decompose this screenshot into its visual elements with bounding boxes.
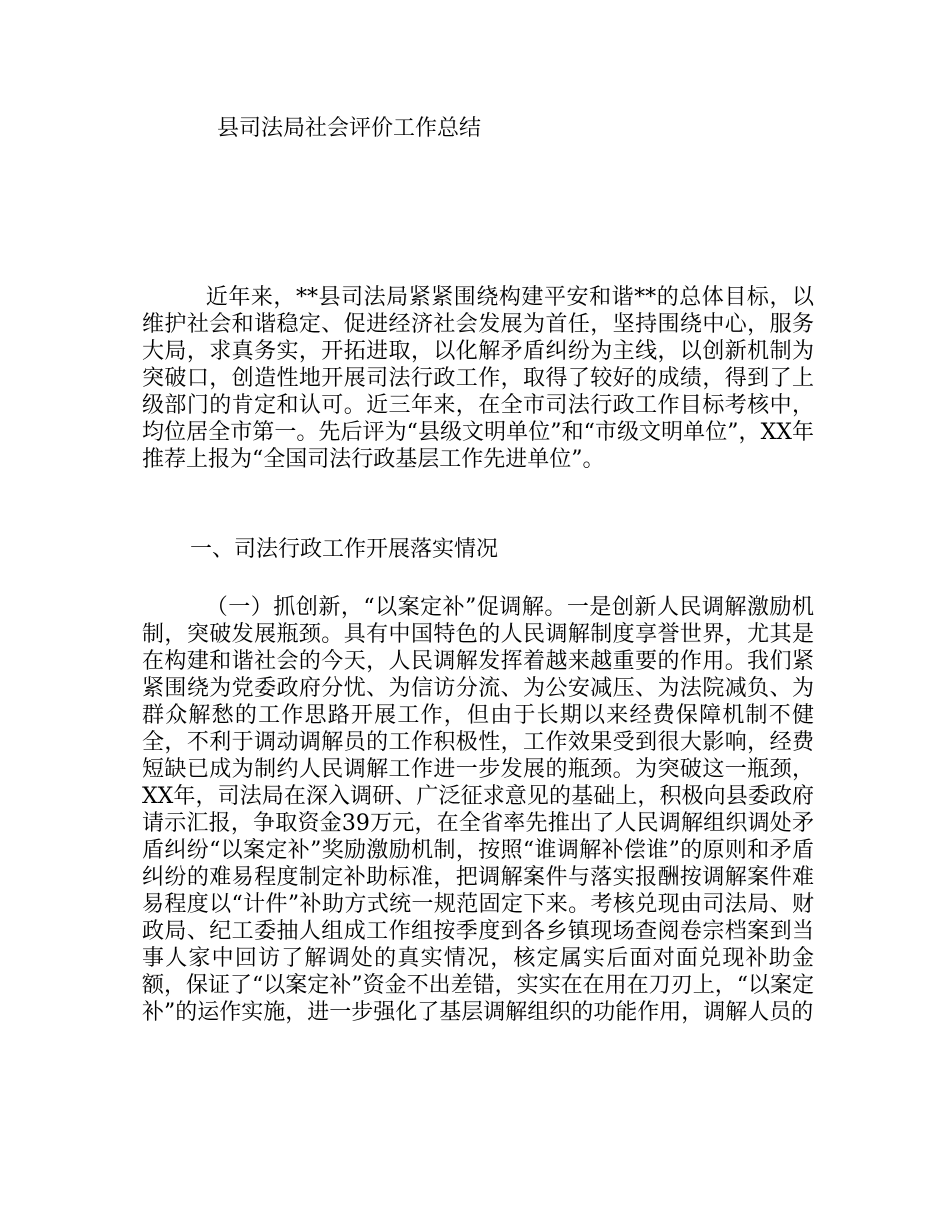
section-heading: 一、司法行政工作开展落实情况 bbox=[190, 537, 499, 562]
intro-paragraph: 近年来，**县司法局紧紧围绕构建平安和谐**的总体目标，以维护社会和谐稳定、促进经济社会发展为首任，坚持围绕中心，服务大局，求真务实，开拓进取，以化解矛盾纠纷为主线，以创新机制为突破口，创造性地开展司法行政工作，取得了较好的成绩，得到了上级部门的肯定和认可。近三年来，在全市司法行政工作目标考核中，均位居全市第一。先后评为“县级文明单位”和“市级文明单位”，XX年推荐上报为“全国司法行政基层工作先进单位”。 bbox=[142, 285, 814, 472]
document-title: 县司法局社会评价工作总结 bbox=[217, 116, 482, 141]
body-paragraph: （一）抓创新，“以案定补”促调解。一是创新人民调解激励机制，突破发展瓶颈。具有中国特色的人民调解制度享誉世界，尤其是在构建和谐社会的今天，人民调解发挥着越来越重要的作用。我们紧紧围绕为党委政府分忧、为信访分流、为公安减压、为法院减负、为群众解愁的工作思路开展工作，但由于长期以来经费保障机制不健全，不利于调动调解员的工作积极性，工作效果受到很大影响，经费短缺已成为制约人民调解工作进一步发展的瓶颈。为突破这一瓶颈，XX年，司法局在深入调研、广泛征求意见的基础上，积极向县委政府请示汇报，争取资金39万元，在全省率先推出了人民调解组织调处矛盾纠纷“以案定补”奖励激励机制，按照“谁调解补偿谁”的原则和矛盾纠纷的难易程度制定补助标准，把调解案件与落实报酬按调解案件难易程度以“计件”补助方式统一规范固定下来。考核兑现由司法局、财政局、纪工委抽人组成工作组按季度到各乡镇现场查阅卷宗档案到当事人家中回访了解调处的真实情况，核定属实后面对面兑现补助金额，保证了“以案定补”资金不出差错，实实在在用在刀刃上，“以案定补”的运作实施，进一步强化了基层调解组织的功能作用，调解人员的 bbox=[142, 595, 814, 1025]
